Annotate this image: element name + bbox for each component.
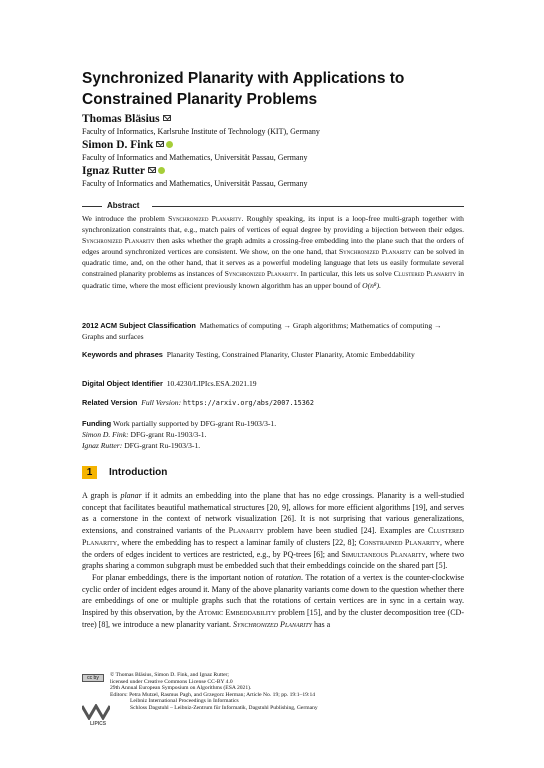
section-heading <box>82 466 464 480</box>
related-url[interactable]: https://arxiv.org/abs/2007.15362 <box>183 399 314 407</box>
ccs-key: 2012 ACM Subject Classification <box>82 321 196 330</box>
author-affiliation: Faculty of Informatics and Mathematics, Universität Passau, Germany <box>82 179 308 188</box>
funding-key: Funding <box>82 419 112 428</box>
author-block-3 <box>82 165 464 189</box>
cc-license-badge[interactable]: cc by <box>82 674 104 682</box>
keywords-key: Keywords and phrases <box>82 350 163 359</box>
orcid-icon[interactable] <box>158 167 165 174</box>
author-name: Thomas Bläsius <box>82 113 160 125</box>
lipics-label: LIPICS <box>90 721 107 727</box>
related-label: Full Version: <box>141 398 182 407</box>
author-name: Simon D. Fink <box>82 139 154 151</box>
funding-fink-name: Simon D. Fink: <box>82 430 129 439</box>
doi <box>82 378 464 389</box>
paper-title <box>82 68 464 110</box>
related-version <box>82 397 464 409</box>
keywords <box>82 349 464 360</box>
keywords-value: Planarity Testing, Constrained Planarity, Cluster Planarity, Atomic Embeddability <box>166 350 415 359</box>
funding-rutter-value: DFG-grant Ru-1903/3-1. <box>124 441 201 450</box>
author-affiliation: Faculty of Informatics and Mathematics, Universität Passau, Germany <box>82 153 308 162</box>
author-block-1 <box>82 113 464 137</box>
doi-key: Digital Object Identifier <box>82 379 163 388</box>
orcid-icon[interactable] <box>166 141 173 148</box>
funding-fink-value: DFG-grant Ru-1903/3-1. <box>130 430 207 439</box>
intro-paragraph-2: For planar embeddings, there is the important notion of rotation. The rotation of a vertex is the counter-clockwise cyclic order of incident edges around it. Many of the above planarity variants come down to the question whether there are embeddings of one or multiple graphs such that the rotations of certain vertices are in sync in a certain way. Inspired by this observation, by the Atomic Embeddability problem [15], and by the cluster decomposition tree (CD-tree) [8], we introduce a new planarity variant. Synchronized Planarity has a <box>82 572 465 629</box>
abstract-heading <box>82 201 464 211</box>
abstract-text: We introduce the problem Synchronized Planarity. Roughly speaking, its input is a loop-free multi-graph together with synchronization constraints that, e.g., match pairs of vertices of equal degree by providing a bijection between their edges. Synchronized Planarity then asks whether the graph admits a crossing-free embedding into the plane such that the orders of edges around synchronized vertices are consistent. We show, on the one hand, that Synchronized Planarity can be solved in quadratic time, and, on the other hand, that it serves as a powerful modeling language that lets us easily formulate several constrained planarity problems as instances of Synchronized Planarity. In particular, this lets us solve Clustered Planarity in quadratic time, where the most efficient previously known algorithm has an upper bound of O(n⁸). <box>82 214 464 290</box>
related-key: Related Version <box>82 398 138 407</box>
intro-paragraph-1: A graph is planar if it admits an embedding into the plane that has no edge crossings. Planarity is a well-studied concept that facilitates beautiful mathematical structures [20, 9], allows for more efficient algorithms [19], and serves as a cornerstone in the context of network visualization [26]. It is not surprising that various generalizations, extensions, and constrained variants of the Planarity problem have been studied [24]. Examples are Clustered Planarity, where the embedding has to respect a laminar family of clusters [22, 8]; Constrained Planarity, where the orders of edges incident to vertices are restricted, e.g., by PQ-trees [6]; and Simultaneous Planarity, where two graphs sharing a common subgraph must be embedded such that their embeddings coincide on the shared part [5]. <box>82 491 465 571</box>
lipics-logo-icon <box>82 704 110 720</box>
funding-rutter-name: Ignaz Rutter: <box>82 441 123 450</box>
title-line-2: Constrained Planarity Problems <box>82 91 318 108</box>
mail-icon[interactable] <box>163 115 171 121</box>
footer-text: © Thomas Bläsius, Simon D. Fink, and Ignaz Rutter; licensed under Creative Commons License CC-BY 4.0 29th Annual European Symposium on Algorithms (ESA 2021). Editors: Petra Mutzel, Rasmus Pagh, and Grzegorz Herman; Article No. 19; pp. 19:1–19:14 Leibniz International Proceedings in Informatics Schloss Dagstuhl – Leibniz-Zentrum für Informatik, Dagstuhl Publishing, Germany <box>110 672 318 711</box>
mail-icon[interactable] <box>148 167 156 173</box>
author-name: Ignaz Rutter <box>82 165 145 177</box>
mail-icon[interactable] <box>156 141 164 147</box>
title-line-1: Synchronized Planarity with Applications to <box>82 70 405 87</box>
abstract-label: Abstract <box>104 201 142 211</box>
intro-text <box>82 490 464 630</box>
author-block-2 <box>82 139 464 163</box>
section-title: Introduction <box>109 467 168 478</box>
section-number: 1 <box>82 466 97 479</box>
doi-value[interactable]: 10.4230/LIPIcs.ESA.2021.19 <box>166 379 257 388</box>
author-affiliation: Faculty of Informatics, Karlsruhe Institute of Technology (KIT), Germany <box>82 127 320 136</box>
page-footer <box>82 672 464 752</box>
funding-value: Work partially supported by DFG-grant Ru-1903/3-1. <box>113 419 277 428</box>
ccs-value: Mathematics of computing → Graph algorithms; Mathematics of computing → Graphs and surfaces <box>82 321 442 341</box>
ccs-classification <box>82 320 464 342</box>
funding <box>82 418 464 451</box>
